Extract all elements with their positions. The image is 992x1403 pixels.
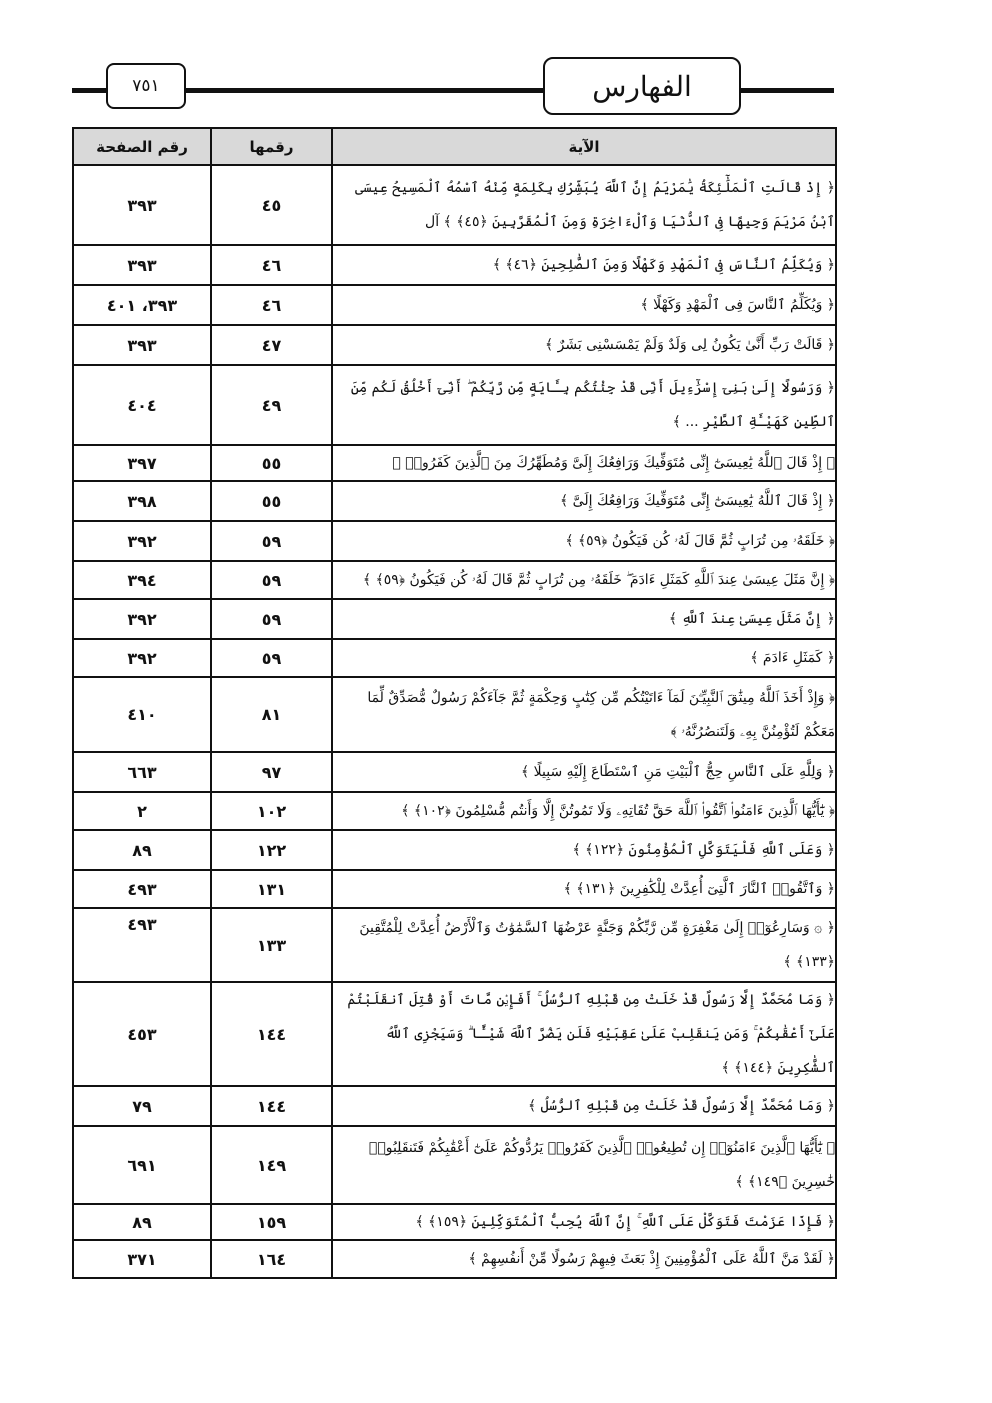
verse-text: ﴿ إِذْ قَالَ ٱللَّهُ يَٰعِيسَىٰٓ إِنِّى مُتَوَفِّيكَ وَرَافِعُكَ إِلَىَّ وَمُطَهِّرُكَ مِنَ ٱلَّذِينَ كَفَرُوا۟ ﴾ (332, 445, 836, 481)
header-rule-left (72, 88, 108, 93)
page-reference: ٦٩١ (73, 1126, 211, 1204)
table-row (73, 908, 836, 982)
verse-text: ﴿ وَٱتَّقُوا۟ ٱلنَّارَ ٱلَّتِىٓ أُعِدَّتْ لِلْكَٰفِرِينَ ﴿١٣١﴾ ﴾ (332, 870, 836, 908)
verse-text: ﴿ وَإِذْ أَخَذَ ٱللَّهُ مِيثَٰقَ ٱلنَّبِيِّـۧنَ لَمَآ ءَاتَيْتُكُم مِّن كِتَٰبٍ وَحِكْمَةٍ ثُمَّ جَآءَكُمْ رَسُولٌ مُّصَدِّقٌ لِّمَا مَعَكُمْ لَتُؤْمِنُنَّ بِهِۦ وَلَتَنصُرُنَّهُۥ ﴾ (332, 677, 836, 752)
verse-number: ١٤٤ (211, 1086, 332, 1126)
verse-text: ﴿ وَمَا مُحَمَّدٌ إِلَّا رَسُولٌ قَدْ خَلَتْ مِن قَبْلِهِ ٱلرُّسُلُ ﴾ (332, 1086, 836, 1126)
page-reference: ٨٩ (73, 1204, 211, 1240)
verse-number: ١٥٩ (211, 1204, 332, 1240)
page-reference: ٢ (73, 792, 211, 830)
page-reference: ٤١٠ (73, 677, 211, 752)
verse-index-table (72, 127, 837, 1279)
table-row (73, 1126, 836, 1204)
page-reference: ٣٩٢ (73, 521, 211, 561)
verse-number: ٥٥ (211, 481, 332, 521)
verse-number: ١٣١ (211, 870, 332, 908)
verse-text: ﴿ وَيُكَلِّمُ ٱلنَّاسَ فِى ٱلْمَهْدِ وَكَهْلًا وَمِنَ ٱلصَّٰلِحِينَ ﴿٤٦﴾ ﴾ (332, 245, 836, 285)
verse-number: ١٠٢ (211, 792, 332, 830)
table-row (73, 792, 836, 830)
verse-number: ٥٩ (211, 561, 332, 599)
page-reference: ٧٩ (73, 1086, 211, 1126)
verse-text: ﴿ يَٰٓأَيُّهَا ٱلَّذِينَ ءَامَنُوا۟ ٱتَّقُوا۟ ٱللَّهَ حَقَّ تُقَاتِهِۦ وَلَا تَمُوتُنَّ إِلَّا وَأَنتُم مُّسْلِمُونَ ﴿١٠٢﴾ ﴾ (332, 792, 836, 830)
page-reference: ٣٧١ (73, 1240, 211, 1278)
verse-number: ٤٦ (211, 285, 332, 325)
table-row (73, 365, 836, 445)
verse-number: ١٤٩ (211, 1126, 332, 1204)
verse-number: ٥٩ (211, 639, 332, 677)
table-row (73, 1086, 836, 1126)
table-row (73, 982, 836, 1086)
table-row (73, 445, 836, 481)
verse-number: ١٢٢ (211, 830, 332, 870)
verse-number: ١٤٤ (211, 982, 332, 1086)
page-reference: ٣٩٧ (73, 445, 211, 481)
column-header-page: رقم الصفحة (73, 128, 211, 165)
verse-number: ٤٩ (211, 365, 332, 445)
table-row (73, 245, 836, 285)
page-reference: ٣٩٤ (73, 561, 211, 599)
page-reference: ٣٩٣ (73, 245, 211, 285)
verse-number: ٩٧ (211, 752, 332, 792)
page-reference: ٣٩٨ (73, 481, 211, 521)
verse-text: ﴿ إِنَّ مَثَلَ عِيسَىٰ عِندَ ٱللَّهِ ﴾ (332, 599, 836, 639)
verse-text: ﴿ لَقَدْ مَنَّ ٱللَّهُ عَلَى ٱلْمُؤْمِنِينَ إِذْ بَعَثَ فِيهِمْ رَسُولًا مِّنْ أَنفُسِهِمْ ﴾ (332, 1240, 836, 1278)
page-reference: ٦٦٣ (73, 752, 211, 792)
verse-number: ٤٦ (211, 245, 332, 285)
column-header-number: رقمها (211, 128, 332, 165)
table-header-row (73, 128, 836, 165)
page-reference: ٣٩٢ (73, 599, 211, 639)
page-reference: ٨٩ (73, 830, 211, 870)
verse-text: ﴿ كَمَثَلِ ءَادَمَ ﴾ (332, 639, 836, 677)
table-row (73, 830, 836, 870)
verse-number: ٥٥ (211, 445, 332, 481)
page-reference: ٤٩٣ (73, 870, 211, 908)
verse-number: ٤٥ (211, 165, 332, 245)
verse-text: ﴿ وَيُكَلِّمُ ٱلنَّاسَ فِى ٱلْمَهْدِ وَكَهْلًا ﴾ (332, 285, 836, 325)
table-row (73, 325, 836, 365)
table-row (73, 285, 836, 325)
verse-number: ١٣٣ (211, 908, 332, 982)
page-reference: ٣٩٣ (73, 325, 211, 365)
verse-text: ﴿ إِذْ قَالَتِ ٱلْمَلَٰٓئِكَةُ يَٰمَرْيَمُ إِنَّ ٱللَّهَ يُبَشِّرُكِ بِكَلِمَةٍ مِّنْهُ ٱسْمُهُ ٱلْمَسِيحُ عِيسَى ٱبْنُ مَرْيَمَ وَجِيهًا فِى ٱلدُّنْيَا وَٱلْءَاخِرَةِ وَمِنَ ٱلْمُقَرَّبِينَ ﴿٤٥﴾ ﴾ آل (332, 165, 836, 245)
page-reference: ٣٩٣ (73, 165, 211, 245)
verse-number: ٨١ (211, 677, 332, 752)
column-header-verse: الآية (332, 128, 836, 165)
table-row (73, 870, 836, 908)
verse-text: ﴿ خَلَقَهُۥ مِن تُرَابٍ ثُمَّ قَالَ لَهُۥ كُن فَيَكُونُ ﴿٥٩﴾ ﴾ (332, 521, 836, 561)
verse-text: ﴿ وَرَسُولًا إِلَىٰ بَنِىٓ إِسْرَٰٓءِيلَ أَنِّى قَدْ جِئْتُكُم بِـَٔايَةٍ مِّن رَّبِّكُمْ ۖ أَنِّىٓ أَخْلُقُ لَكُم مِّنَ ٱلطِّينِ كَهَيْـَٔةِ ٱلطَّيْرِ ... ﴾ (332, 365, 836, 445)
table-row (73, 599, 836, 639)
page-reference: ٣٩٣، ٤٠١ (73, 285, 211, 325)
table-row (73, 561, 836, 599)
header-rule-middle (184, 88, 544, 93)
verse-number: ٥٩ (211, 599, 332, 639)
table-row (73, 1240, 836, 1278)
table-row (73, 1204, 836, 1240)
table-row (73, 521, 836, 561)
verse-text: ﴿ وَلِلَّهِ عَلَى ٱلنَّاسِ حِجُّ ٱلْبَيْتِ مَنِ ٱسْتَطَاعَ إِلَيْهِ سَبِيلًا ﴾ (332, 752, 836, 792)
verse-number: ٥٩ (211, 521, 332, 561)
page-reference: ٣٩٢ (73, 639, 211, 677)
page-number: ٧٥١ (106, 63, 186, 109)
table-row (73, 165, 836, 245)
page-reference: ٤٥٣ (73, 982, 211, 1086)
verse-text: ﴿ ۞ وَسَارِعُوٓا۟ إِلَىٰ مَغْفِرَةٍ مِّن رَّبِّكُمْ وَجَنَّةٍ عَرْضُهَا ٱلسَّمَٰوَٰتُ وَٱلْأَرْضُ أُعِدَّتْ لِلْمُتَّقِينَ ﴿١٣٣﴾ ﴾ (332, 908, 836, 982)
table-row (73, 752, 836, 792)
verse-text: ﴿ إِنَّ مَثَلَ عِيسَىٰ عِندَ ٱللَّهِ كَمَثَلِ ءَادَمَ ۖ خَلَقَهُۥ مِن تُرَابٍ ثُمَّ قَالَ لَهُۥ كُن فَيَكُونُ ﴿٥٩﴾ ﴾ (332, 561, 836, 599)
page-reference: ٤٠٤ (73, 365, 211, 445)
verse-number: ٤٧ (211, 325, 332, 365)
verse-text: ﴿ قَالَتْ رَبِّ أَنَّىٰ يَكُونُ لِى وَلَدٌ وَلَمْ يَمْسَسْنِى بَشَرٌ ﴾ (332, 325, 836, 365)
header-rule-right (738, 88, 834, 93)
page-reference: ٤٩٣ (73, 908, 211, 982)
verse-number: ١٦٤ (211, 1240, 332, 1278)
verse-text: ﴿ إِذْ قَالَ ٱللَّهُ يَٰعِيسَىٰٓ إِنِّى مُتَوَفِّيكَ وَرَافِعُكَ إِلَىَّ ﴾ (332, 481, 836, 521)
table-row (73, 677, 836, 752)
table-row (73, 481, 836, 521)
verse-text: ﴿ فَإِذَا عَزَمْتَ فَتَوَكَّلْ عَلَى ٱللَّهِ ۚ إِنَّ ٱللَّهَ يُحِبُّ ٱلْمُتَوَكِّلِينَ ﴿١٥٩﴾ ﴾ (332, 1204, 836, 1240)
verse-text: ﴿ يَٰٓأَيُّهَا ٱلَّذِينَ ءَامَنُوٓا۟ إِن تُطِيعُوا۟ ٱلَّذِينَ كَفَرُوا۟ يَرُدُّوكُمْ عَلَىٰٓ أَعْقَٰبِكُمْ فَتَنقَلِبُوا۟ خَٰسِرِينَ ﴿١٤٩﴾ ﴾ (332, 1126, 836, 1204)
verse-text: ﴿ وَعَلَى ٱللَّهِ فَلْيَتَوَكَّلِ ٱلْمُؤْمِنُونَ ﴿١٢٢﴾ ﴾ (332, 830, 836, 870)
verse-text: ﴿ وَمَا مُحَمَّدٌ إِلَّا رَسُولٌ قَدْ خَلَتْ مِن قَبْلِهِ ٱلرُّسُلُ ۚ أَفَإِي۟ن مَّاتَ أَوْ قُتِلَ ٱنقَلَبْتُمْ عَلَىٰٓ أَعْقَٰبِكُمْ ۚ وَمَن يَنقَلِبْ عَلَىٰ عَقِبَيْهِ فَلَن يَضُرَّ ٱللَّهَ شَيْـًٔا ۗ وَسَيَجْزِى ٱللَّهُ ٱلشَّٰكِرِينَ ﴿١٤٤﴾ ﴾ (332, 982, 836, 1086)
table-row (73, 639, 836, 677)
page-title: الفهارس (543, 57, 741, 115)
